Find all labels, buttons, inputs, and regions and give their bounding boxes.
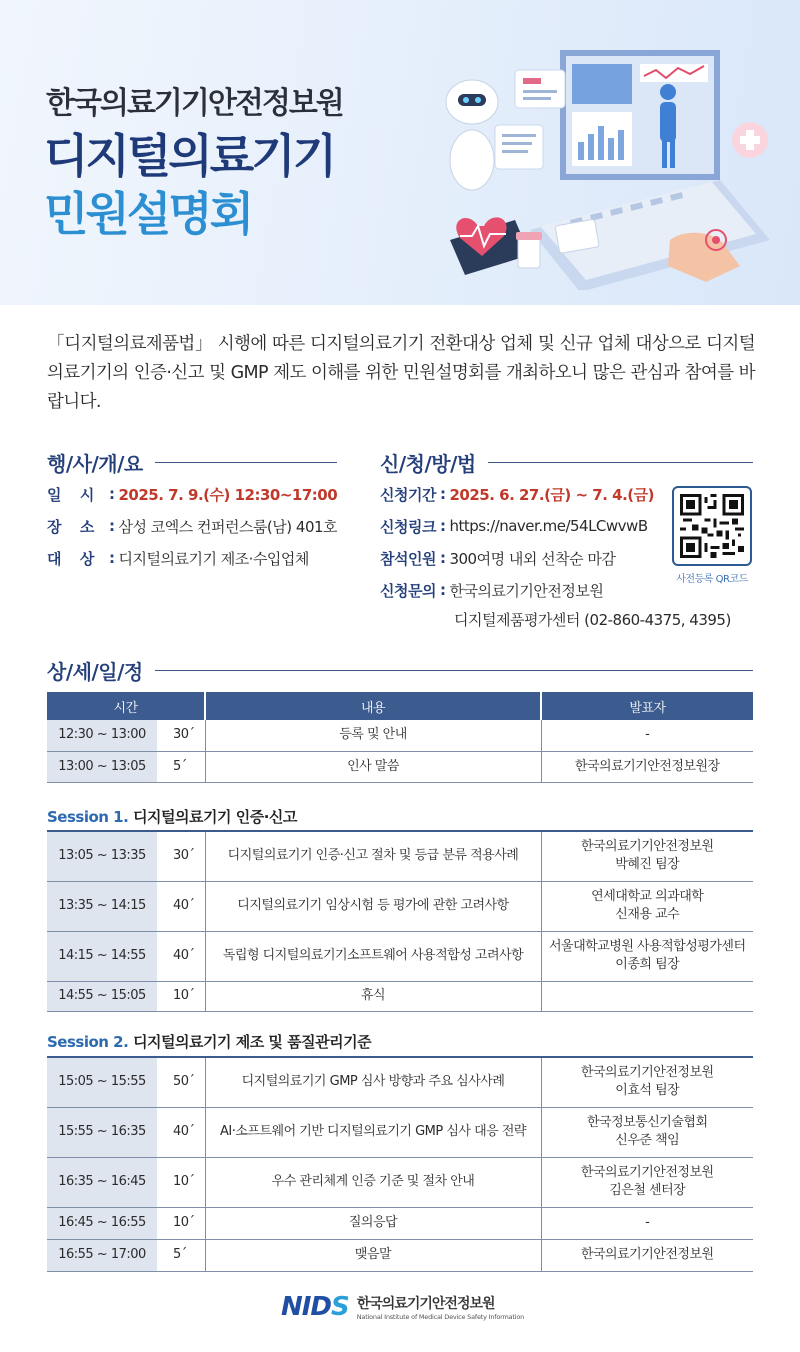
session1-number: Session 1. — [47, 808, 129, 826]
speaker-line-1: 한국의료기기안전정보원 — [580, 839, 714, 855]
schedule-row — [47, 1107, 753, 1157]
apply-period-value: 2025. 6. 27.(금) ~ 7. 4.(금) — [449, 485, 654, 504]
overview-heading — [47, 448, 337, 477]
schedule-duration: 40´ — [157, 1107, 205, 1157]
schedule-row — [47, 751, 753, 782]
speaker-line-1: 한국정보통신기술협회 — [586, 1115, 708, 1130]
schedule-table-session1 — [47, 830, 753, 1012]
overview-date-row: 일 시 : 2025. 7. 9.(수) 12:30~17:00 — [47, 485, 338, 504]
schedule-duration: 10´ — [157, 1157, 205, 1207]
hero-title-line2: 민원설명회 — [44, 187, 252, 241]
schedule-speaker — [541, 1157, 753, 1207]
speaker-line-2: 이종희 팀장 — [615, 957, 680, 972]
schedule-time: 16:35 ~ 16:45 — [47, 1157, 157, 1207]
hero-banner — [0, 0, 800, 305]
schedule-row — [47, 720, 753, 751]
schedule-duration: 50´ — [157, 1057, 205, 1107]
apply-link-value[interactable]: https://naver.me/54LCwvwB — [449, 517, 648, 535]
apply-link-row: 신청링크 : https://naver.me/54LCwvwB — [380, 517, 648, 536]
schedule-duration: 5´ — [157, 1239, 205, 1271]
speaker-line-2: 신우준 책임 — [615, 1133, 680, 1148]
schedule-time: 16:55 ~ 17:00 — [47, 1239, 157, 1271]
session2-title — [47, 1031, 371, 1052]
schedule-content: 휴식 — [205, 981, 541, 1011]
schedule-heading-rule — [155, 670, 753, 671]
schedule-row — [47, 1239, 753, 1271]
schedule-heading — [47, 656, 753, 685]
session2-name: 디지털의료기기 제조 및 품질관리기준 — [133, 1033, 372, 1051]
speaker-line-2: 박혜진 팀장 — [615, 857, 680, 873]
speaker-line-2: 신재용 교수 — [615, 907, 680, 922]
speaker-line-1: 연세대학교 의과대학 — [591, 889, 704, 904]
schedule-time: 13:00 ~ 13:05 — [47, 751, 157, 782]
overview-place-label: 장 소 — [47, 517, 94, 536]
speaker-line-2: 이효석 팀장 — [615, 1083, 680, 1099]
schedule-speaker — [541, 720, 753, 751]
overview-date-label: 일 시 — [47, 485, 94, 504]
apply-capacity-label: 참석인원 — [380, 549, 436, 568]
apply-period-row: 신청기간 : 2025. 6. 27.(금) ~ 7. 4.(금) — [380, 485, 654, 504]
overview-target-value: 디지털의료기기 제조·수입업체 — [118, 549, 309, 568]
schedule-content: 질의응답 — [205, 1207, 541, 1239]
schedule-speaker — [541, 1107, 753, 1157]
overview-place-value: 삼성 코엑스 컨퍼런스룸(남) 401호 — [118, 517, 338, 536]
schedule-content: 우수 관리체계 인증 기준 및 절차 안내 — [205, 1157, 541, 1207]
schedule-duration: 30´ — [157, 720, 205, 751]
apply-capacity-row: 참석인원 : 300여명 내외 선착순 마감 — [380, 549, 616, 568]
apply-period-label: 신청기간 — [380, 485, 436, 504]
footer-logo — [281, 1292, 524, 1322]
schedule-time: 12:30 ~ 13:00 — [47, 720, 157, 751]
schedule-duration: 30´ — [157, 831, 205, 881]
footer-org-en: National Institute of Medical Device Safety Information — [356, 1313, 525, 1321]
nids-logo: NIDS — [281, 1292, 349, 1322]
schedule-row — [47, 931, 753, 981]
schedule-heading-label: 상/세/일/정 — [47, 660, 143, 684]
schedule-row — [47, 981, 753, 1011]
col-speaker-header: 발표자 — [541, 692, 753, 720]
schedule-content: 인사 말씀 — [205, 751, 541, 782]
hero-title-line1: 디지털의료기기 — [44, 129, 335, 183]
schedule-header-row — [47, 692, 753, 720]
speaker-line-1: 한국의료기기안전정보원장 — [574, 758, 720, 774]
schedule-time: 13:05 ~ 13:35 — [47, 831, 157, 881]
apply-contact-label: 신청문의 — [380, 581, 436, 600]
schedule-speaker — [541, 751, 753, 782]
speaker-line-1: 한국의료기기안전정보원 — [580, 1065, 714, 1081]
schedule-row — [47, 1207, 753, 1239]
registration-qr-code[interactable] — [672, 486, 752, 566]
schedule-duration: 10´ — [157, 981, 205, 1011]
session2-number: Session 2. — [47, 1033, 129, 1051]
apply-heading-label: 신/청/방/법 — [380, 452, 476, 476]
overview-info — [47, 478, 337, 574]
schedule-table-opening — [47, 692, 753, 783]
col-time-header: 시간 — [47, 692, 205, 720]
qr-code-icon — [680, 494, 744, 558]
apply-heading — [380, 448, 753, 477]
schedule-table-session2 — [47, 1056, 753, 1272]
schedule-content: 디지털의료기기 GMP 심사 방향과 주요 심사사례 — [205, 1057, 541, 1107]
schedule-speaker — [541, 981, 753, 1011]
overview-heading-rule — [155, 462, 337, 463]
schedule-speaker — [541, 831, 753, 881]
schedule-speaker — [541, 881, 753, 931]
schedule-time: 15:05 ~ 15:55 — [47, 1057, 157, 1107]
schedule-content: 맺음말 — [205, 1239, 541, 1271]
overview-date-value: 2025. 7. 9.(수) 12:30~17:00 — [118, 485, 338, 504]
overview-target-label: 대 상 — [47, 549, 94, 568]
overview-place-row: 장 소 : 삼성 코엑스 컨퍼런스룸(남) 401호 — [47, 517, 338, 536]
session1-name: 디지털의료기기 인증·신고 — [133, 808, 297, 826]
col-content-header: 내용 — [205, 692, 541, 720]
schedule-time: 14:55 ~ 15:05 — [47, 981, 157, 1011]
speaker-line-1: 서울대학교병원 사용적합성평가센터 — [548, 939, 746, 954]
schedule-speaker — [541, 1239, 753, 1271]
schedule-row — [47, 831, 753, 881]
schedule-duration: 40´ — [157, 931, 205, 981]
schedule-time: 15:55 ~ 16:35 — [47, 1107, 157, 1157]
session1-title — [47, 806, 297, 827]
speaker-line-1: - — [645, 1215, 650, 1230]
apply-link-label: 신청링크 — [380, 517, 436, 536]
schedule-time: 13:35 ~ 14:15 — [47, 881, 157, 931]
schedule-row — [47, 881, 753, 931]
apply-contact-row: 신청문의 : 한국의료기기안전정보원 — [380, 581, 604, 600]
schedule-row — [47, 1057, 753, 1107]
schedule-content: 독립형 디지털의료기기소프트웨어 사용적합성 고려사항 — [205, 931, 541, 981]
intro-paragraph: 「디지털의료제품법」 시행에 따른 디지털의료기기 전환대상 업체 및 신규 업체 대상으로 디지털의료기기의 인증·신고 및 GMP 제도 이해를 위한 민원설명회를 개최하오니 많은 관심과 참여를 바랍니다. — [47, 334, 755, 412]
schedule-duration: 5´ — [157, 751, 205, 782]
schedule-duration: 10´ — [157, 1207, 205, 1239]
schedule-content: AI·소프트웨어 기반 디지털의료기기 GMP 심사 대응 전략 — [205, 1107, 541, 1157]
overview-heading-label: 행/사/개/요 — [47, 452, 143, 476]
qr-caption: 사전등록 QR코드 — [676, 574, 748, 585]
schedule-time: 14:15 ~ 14:55 — [47, 931, 157, 981]
apply-capacity-value: 300여명 내외 선착순 마감 — [449, 549, 616, 568]
speaker-line-1: - — [645, 727, 650, 743]
schedule-duration: 40´ — [157, 881, 205, 931]
digital-medical-illustration — [420, 30, 780, 290]
apply-heading-rule — [488, 462, 753, 463]
speaker-line-1: 한국의료기기안전정보원 — [580, 1247, 714, 1262]
overview-target-row: 대 상 : 디지털의료기기 제조·수입업체 — [47, 549, 309, 568]
schedule-content: 디지털의료기기 임상시험 등 평가에 관한 고려사항 — [205, 881, 541, 931]
schedule-content: 등록 및 안내 — [205, 720, 541, 751]
schedule-time: 16:45 ~ 16:55 — [47, 1207, 157, 1239]
footer-org-kr: 한국의료기기안전정보원 — [356, 1296, 495, 1312]
speaker-line-2: 김은철 센터장 — [609, 1183, 686, 1198]
speaker-line-1: 한국의료기기안전정보원 — [580, 1165, 714, 1180]
schedule-row — [47, 1157, 753, 1207]
schedule-content: 디지털의료기기 인증·신고 절차 및 등급 분류 적용사례 — [205, 831, 541, 881]
apply-contact-row-2 — [380, 606, 731, 632]
schedule-speaker — [541, 1057, 753, 1107]
apply-contact-value-2: 디지털제품평가센터 (02-860-4375, 4395) — [454, 610, 731, 629]
hero-org-name: 한국의료기기안전정보원 — [46, 86, 343, 121]
schedule-speaker — [541, 931, 753, 981]
schedule-speaker — [541, 1207, 753, 1239]
apply-contact-value-1: 한국의료기기안전정보원 — [449, 581, 604, 600]
